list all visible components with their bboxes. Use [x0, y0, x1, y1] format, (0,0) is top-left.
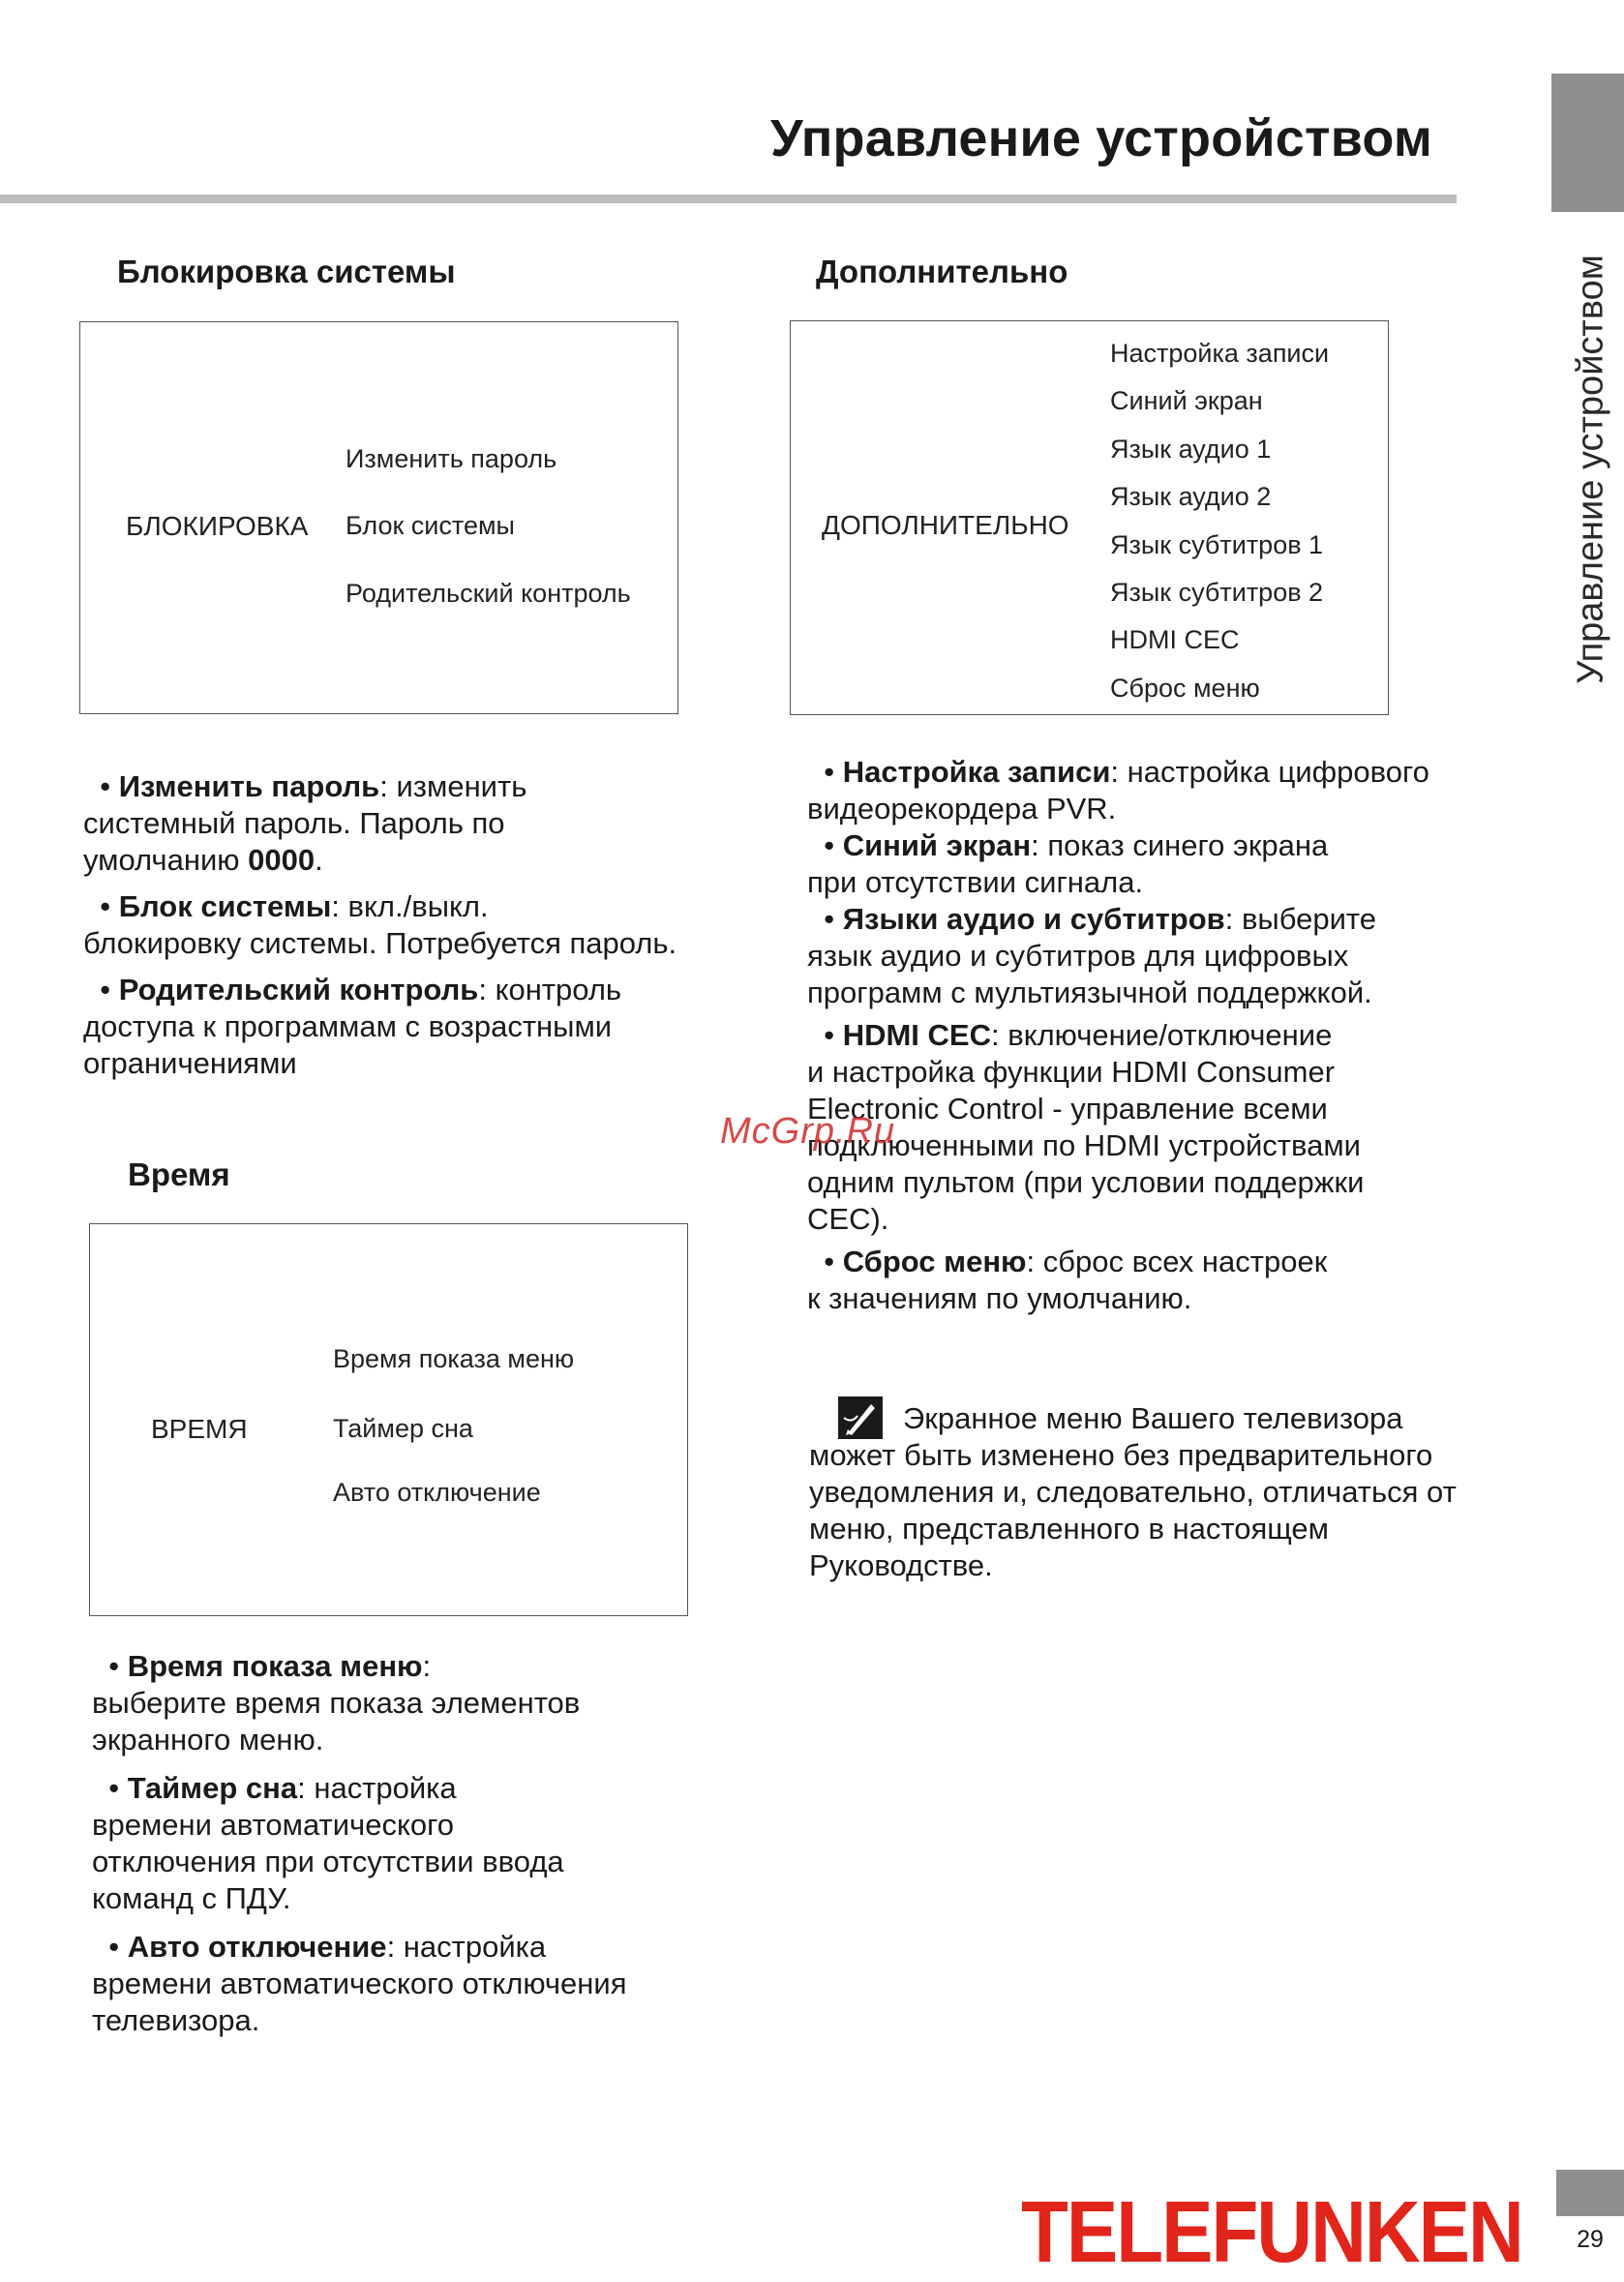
time-menu-box: [89, 1223, 688, 1616]
extra-menu-item-subtitle-lang-1: Язык субтитров 1: [1110, 530, 1324, 559]
side-tab: [1552, 237, 1624, 702]
lock-menu-item-parental-control: Родительский контроль: [346, 579, 631, 608]
time-section-title: Время: [128, 1156, 230, 1192]
extra-menu-item-subtitle-lang-2: Язык субтитров 2: [1110, 578, 1324, 607]
page-title: Управление устройством: [769, 109, 1432, 167]
list-item: • Изменить пароль: изменить: [83, 769, 527, 803]
extra-menu-label: ДОПОЛНИТЕЛЬНО: [822, 510, 1069, 540]
extra-description: • Настройка записи: настройка цифрового видеорекордера PVR. • Синий экран: показ синего экрана при отсутствии сигнала. • Языки аудио и субтитров: выберите язык аудио и субтитров для цифровых программ с мультиязычной поддержкой. • HDMI CEC: включение/отключение и настройка функции HDMI Consumer Electronic Control - управление всеми подключенными по HDMI устройствами одним пультом (при условии поддержки CEC). • Сброс меню: сброс всех настроек к значениям по умолчанию.: [807, 754, 1504, 1317]
list-item: • Синий экран: показ синего экрана: [807, 828, 1329, 862]
list-item: • Языки аудио и субтитров: выберите: [807, 902, 1376, 936]
lock-menu-item-system-lock: Блок системы: [346, 511, 515, 540]
time-description: • Время показа меню: выберите время показа элементов экранного меню. • Таймер сна: настройка времени автоматического отключения при отсутствии ввода команд с ПДУ. • Авто отключение: настройка времени автоматического отключения телевизора.: [92, 1648, 750, 2039]
time-menu-item-auto-off: Авто отключение: [333, 1478, 541, 1507]
side-tab-label: Управление устройством: [1570, 255, 1611, 684]
list-item: • Блок системы: вкл./выкл.: [83, 889, 489, 923]
extra-section-title: Дополнительно: [816, 254, 1068, 289]
time-menu-item-sleep-timer: Таймер сна: [333, 1414, 473, 1443]
side-tab-marker: [1551, 74, 1624, 212]
lock-description: • Изменить пароль: изменить системный пароль. Пароль по умолчанию 0000. • Блок системы: вкл./выкл. блокировку системы. Потребуется пароль. • Родительский контроль: контроль доступа к программам с возрастными ограничениями: [83, 768, 741, 1082]
list-item: • Настройка записи: настройка цифрового: [807, 755, 1429, 789]
list-item: • Родительский контроль: контроль: [83, 973, 622, 1006]
extra-menu-item-hdmi-cec: HDMI CEC: [1110, 625, 1240, 654]
list-item: • HDMI CEC: включение/отключение: [807, 1018, 1333, 1052]
list-item: • Таймер сна: настройка: [92, 1771, 457, 1805]
telefunken-logo: TELEFUNKEN: [1021, 2183, 1522, 2280]
page-number-marker: [1556, 2170, 1624, 2216]
time-menu-item-menu-duration: Время показа меню: [333, 1344, 575, 1373]
lock-menu-label: БЛОКИРОВКА: [126, 511, 309, 541]
list-item: • Авто отключение: настройка: [92, 1930, 547, 1964]
extra-menu-item-audio-lang-1: Язык аудио 1: [1110, 435, 1272, 464]
lock-section-title: Блокировка системы: [117, 254, 456, 289]
page-number: 29: [1577, 2226, 1604, 2253]
lock-menu-box: [79, 321, 678, 714]
extra-menu-item-audio-lang-2: Язык аудио 2: [1110, 482, 1272, 511]
time-menu-label: ВРЕМЯ: [151, 1414, 248, 1444]
watermark: McGrp.Ru: [720, 1111, 896, 1152]
extra-menu-item-blue-screen: Синий экран: [1110, 386, 1263, 415]
extra-menu-item-reset-menu: Сброс меню: [1110, 674, 1260, 703]
list-item: • Время показа меню:: [92, 1649, 432, 1683]
title-divider: [0, 195, 1457, 203]
lock-menu-item-change-password: Изменить пароль: [346, 444, 557, 473]
extra-menu-item-record-settings: Настройка записи: [1110, 339, 1330, 368]
note-text: Экранное меню Вашего телевизора может быть изменено без предварительного уведомления и, следовательно, отличаться от меню, представленного в настоящем Руководстве.: [809, 1401, 1457, 1582]
list-item: • Сброс меню: сброс всех настроек: [807, 1245, 1328, 1278]
extra-menu-box: [790, 320, 1389, 715]
